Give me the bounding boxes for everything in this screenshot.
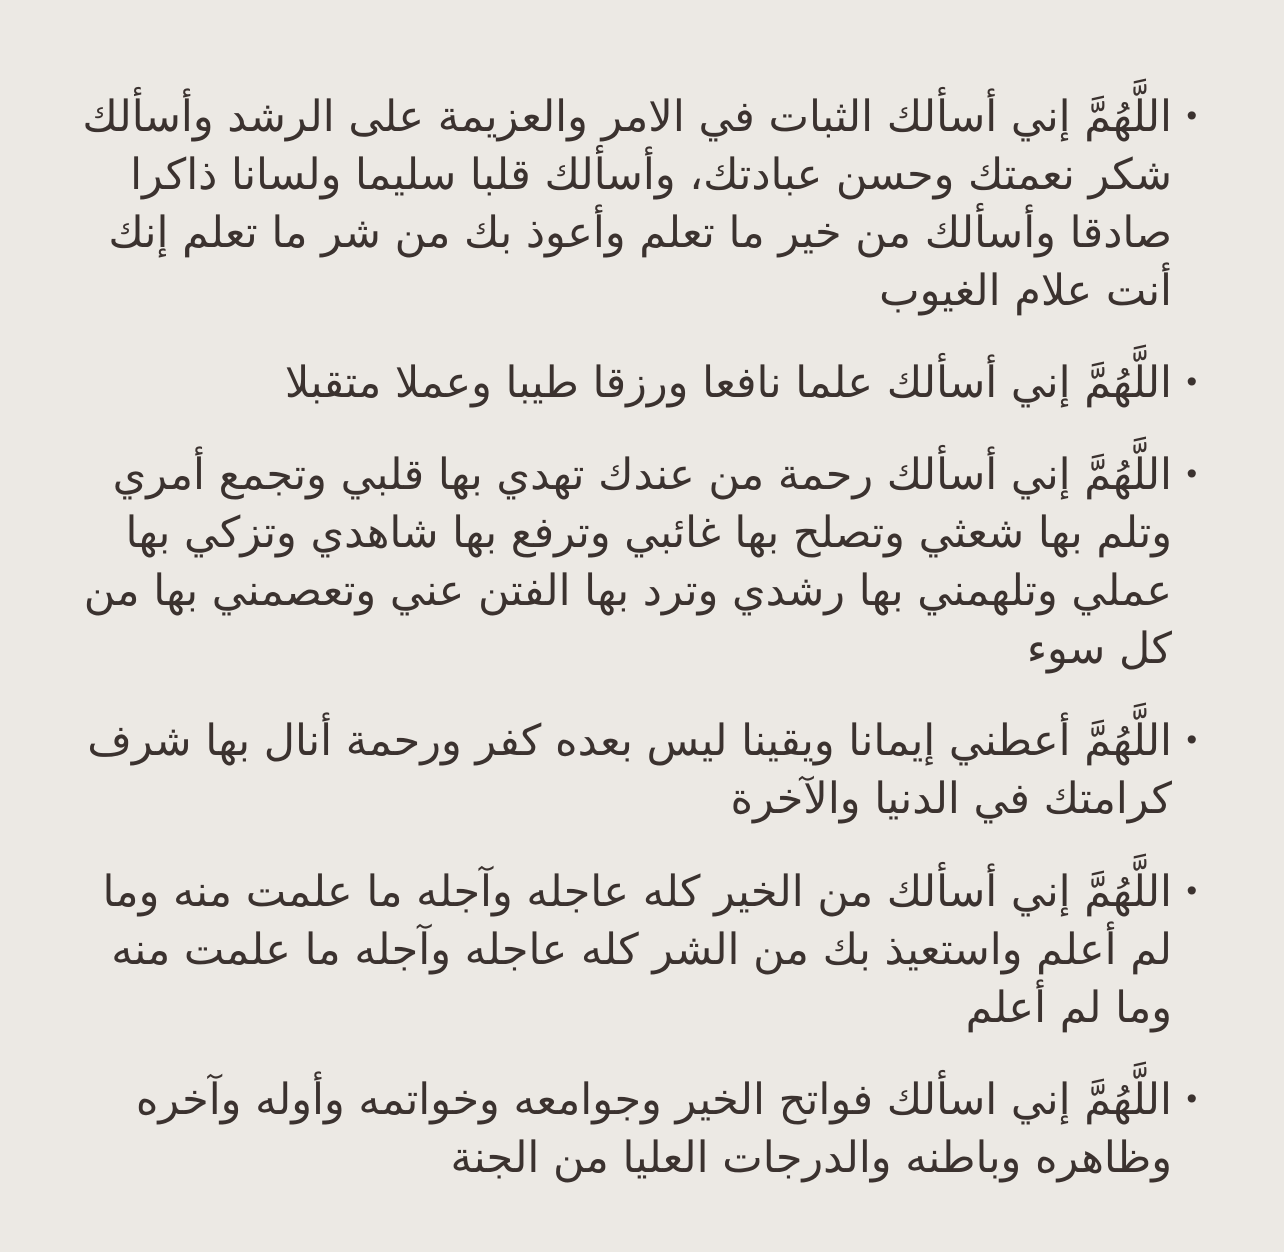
dua-item: • اللَّهُمَّ إني أسألك رحمة من عندك تهدي بها قلبي وتجمع أمري وتلم بها شعثي وتصلح بها غائبي وترفع بها شاهدي وتزكي بها عملي وتلهمني بها رشدي وترد بها الفتن عني وتعصمني بها من كل سوء (64, 446, 1200, 678)
dua-item: • اللَّهُمَّ إني أسألك علما نافعا ورزقا طيبا وعملا متقبلا (64, 354, 1200, 412)
dua-list (64, 88, 1200, 1187)
dua-item: • اللَّهُمَّ إني اسألك فواتح الخير وجوامعه وخواتمه وأوله وآخره وظاهره وباطنه والدرجات العليا من الجنة (64, 1071, 1200, 1187)
dua-item: • اللَّهُمَّ إني أسألك من الخير كله عاجله وآجله ما علمت منه وما لم أعلم واستعيذ بك من الشر كله عاجله وآجله ما علمت منه وما لم أعلم (64, 863, 1200, 1037)
dua-item: • اللَّهُمَّ إني أسألك الثبات في الامر والعزيمة على الرشد وأسألك شكر نعمتك وحسن عبادتك، وأسألك قلبا سليما ولسانا ذاكرا صادقا وأسألك من خير ما تعلم وأعوذ بك من شر ما تعلم إنك أنت علام الغيوب (64, 88, 1200, 320)
dua-item: • اللَّهُمَّ أعطني إيمانا ويقينا ليس بعده كفر ورحمة أنال بها شرف كرامتك في الدنيا والآخرة (64, 712, 1200, 828)
